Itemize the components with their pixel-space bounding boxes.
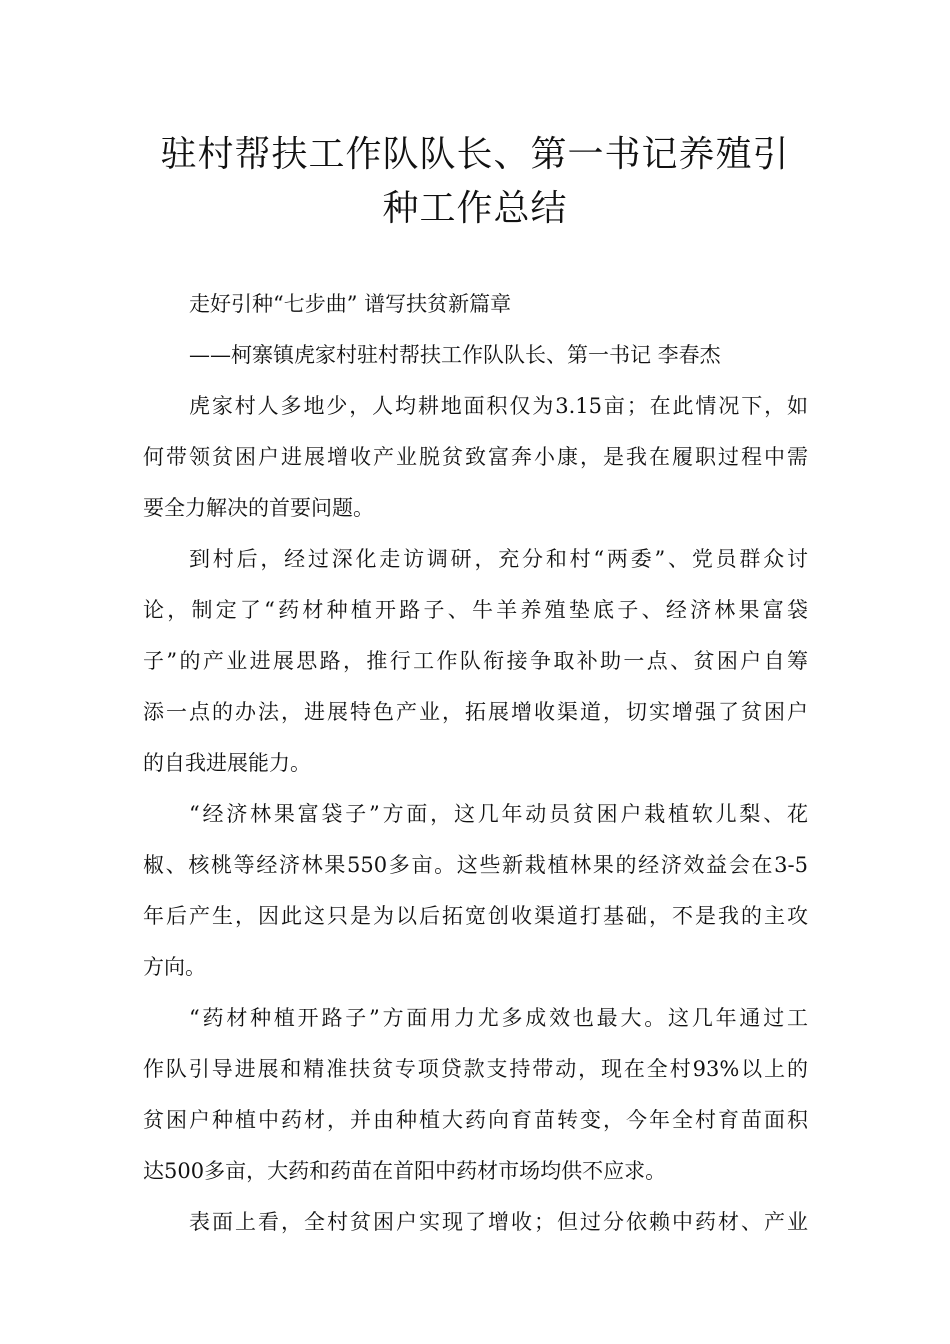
paragraph-line: 子”的产业进展思路，推行工作队衔接争取补助一点、贫困户自筹 [143, 649, 808, 673]
subtitle: 走好引种“七步曲” 谱写扶贫新篇章 [189, 292, 512, 316]
paragraph-line: 到村后，经过深化走访调研，充分和村“两委”、党员群众讨 [189, 547, 808, 571]
paragraph-line: 要全力解决的首要问题。 [143, 496, 374, 520]
paragraph-line: 椒、核桃等经济林果550多亩。这些新栽植林果的经济效益会在3-5 [143, 853, 808, 877]
paragraph-line: 何带领贫困户进展增收产业脱贫致富奔小康，是我在履职过程中需 [143, 445, 808, 469]
byline: ——柯寨镇虎家村驻村帮扶工作队队长、第一书记 李春杰 [189, 343, 721, 367]
paragraph-line: 方向。 [143, 955, 206, 979]
paragraph-line: 达500多亩，大药和药苗在首阳中药材市场均供不应求。 [143, 1159, 667, 1183]
document-title [120, 128, 830, 236]
paragraph-line: 贫困户种植中药材，并由种植大药向育苗转变，今年全村育苗面积 [143, 1108, 808, 1132]
paragraph-line: 的自我进展能力。 [143, 751, 311, 775]
paragraph-line: 年后产生，因此这只是为以后拓宽创收渠道打基础，不是我的主攻 [143, 904, 808, 928]
document-body [143, 279, 808, 1248]
paragraph-line: 虎家村人多地少，人均耕地面积仅为3.15亩；在此情况下，如 [189, 394, 808, 418]
paragraph-line: 表面上看，全村贫困户实现了增收；但过分依赖中药材、产业 [189, 1210, 808, 1234]
title-line-1: 驻村帮扶工作队队长、第一书记养殖引 [160, 134, 790, 175]
paragraph-line: “药材种植开路子”方面用力尤多成效也最大。这几年通过工 [189, 1006, 808, 1030]
paragraph-line: “经济林果富袋子”方面，这几年动员贫困户栽植软儿梨、花 [189, 802, 808, 826]
paragraph-line: 添一点的办法，进展特色产业，拓展增收渠道，切实增强了贫困户 [143, 700, 808, 724]
title-line-2: 种工作总结 [382, 188, 568, 229]
paragraph-line: 作队引导进展和精准扶贫专项贷款支持带动，现在全村93%以上的 [143, 1057, 808, 1081]
paragraph-line: 论，制定了“药材种植开路子、牛羊养殖垫底子、经济林果富袋 [143, 598, 808, 622]
